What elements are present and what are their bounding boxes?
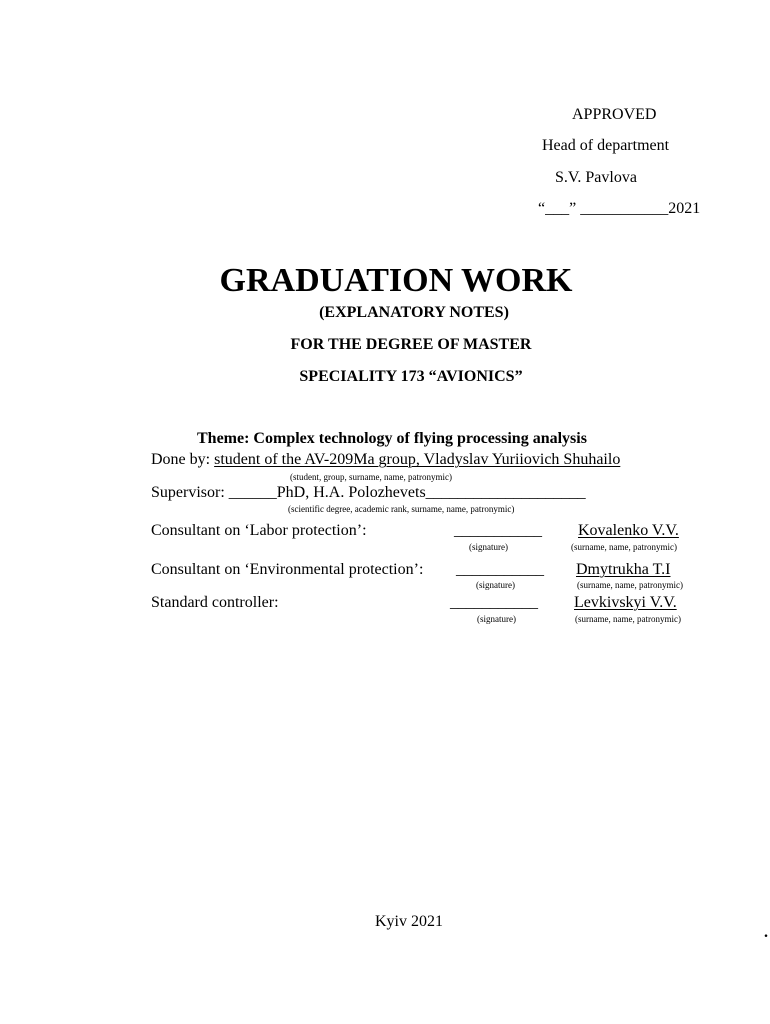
standard-controller-name: Levkivskyi V.V. [574, 594, 677, 611]
head-name: S.V. Pavlova [555, 169, 637, 186]
consultant-environment-label: Consultant on ‘Environmental protection’: [151, 561, 424, 578]
consultant-environment-name-caption: (surname, name, patronymic) [577, 580, 683, 590]
supervisor-caption: (scientific degree, academic rank, surname, name, patronymic) [288, 504, 515, 514]
stray-dot: . [764, 924, 768, 941]
standard-controller-name-caption: (surname, name, patronymic) [575, 614, 681, 624]
degree-line: FOR THE DEGREE OF MASTER [290, 336, 532, 353]
done-by-value: student of the AV-209Ma group, Vladyslav Yuriiovich Shuhailo [214, 451, 621, 468]
approval-date-line: “___” ___________2021 [538, 200, 701, 217]
done-by-row [151, 451, 620, 469]
approved-label: APPROVED [572, 106, 657, 123]
standard-controller-label: Standard controller: [151, 594, 279, 611]
supervisor-value: ______PhD, H.A. Polozhevets____________________ [228, 484, 586, 501]
document-title: GRADUATION WORK [219, 262, 573, 299]
standard-controller-signature: ___________ [450, 594, 538, 611]
done-by-caption: (student, group, surname, name, patronymic) [290, 472, 452, 482]
head-of-department: Head of department [542, 137, 670, 154]
consultant-labor-label: Consultant on ‘Labor protection’: [151, 522, 367, 539]
place-year: Kyiv 2021 [375, 913, 443, 930]
consultant-labor-name: Kovalenko V.V. [578, 522, 679, 539]
consultant-labor-signature-caption: (signature) [469, 542, 508, 552]
standard-controller-signature-caption: (signature) [477, 614, 516, 624]
consultant-environment-name: Dmytrukha T.I [576, 561, 671, 578]
theme-line: Theme: Complex technology of flying processing analysis [197, 430, 587, 447]
consultant-environment-signature: ___________ [456, 561, 544, 578]
consultant-labor-name-caption: (surname, name, patronymic) [571, 542, 677, 552]
document-subtitle: (EXPLANATORY NOTES) [319, 304, 509, 321]
consultant-environment-signature-caption: (signature) [476, 580, 515, 590]
consultant-labor-signature: ___________ [454, 522, 542, 539]
done-by-label: Done by: [151, 451, 215, 468]
speciality-line: SPECIALITY 173 “AVIONICS” [299, 368, 523, 385]
supervisor-row [151, 484, 586, 502]
supervisor-label: Supervisor: [151, 484, 229, 501]
